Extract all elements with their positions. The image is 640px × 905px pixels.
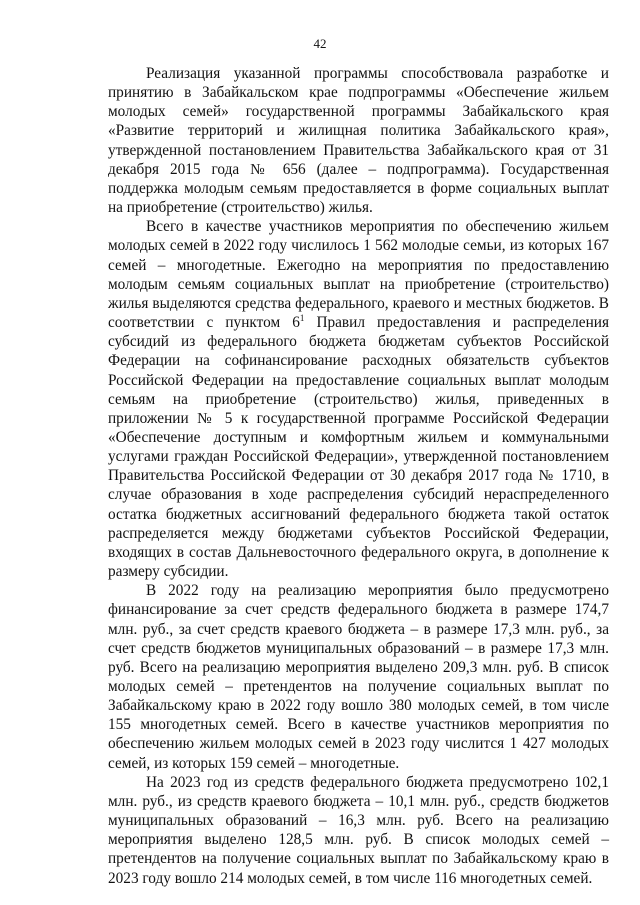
paragraph-participants-text-after: Правил предоставления и распределения субсидий из федерального бюджета бюджетам субъектов Российской Федерации на софинансирование расходных обязательств субъектов Российской Федерации на предоставление социальных выплат молодым семьям на приобретение (строительство) жилья, приведенных в приложении № 5 к государственной программе Российской Федерации «Обеспечение доступным и комфортным жильем и коммунальными услугами граждан Российской Федерации», утвержденной постановлением Правительства Российской Федерации от 30 декабря 2017 года № 1710, в случае образования в ходе распределения субсидий нераспределенного остатка бюджетных ассигнований федерального бюджета такой остаток распределяется между бюджетами субъектов Российской Федерации, входящих в состав Дальневосточного федерального округа, в дополнение к размеру субсидии. — [108, 314, 609, 581]
paragraph-participants-text-before: Всего в качестве участников мероприятия по обеспечению жильем молодых семей в 2022 году числилось 1 562 молодые семьи, из которых 167 семей – многодетные. Ежегодно на мероприятия по предоставлению молодым семьям социальных выплат на приобретение (строительство) жилья выделяются средства федерального, краевого и местных бюджетов. В соответствии с пунктом 6 — [108, 218, 609, 332]
superscript-footnote: 1 — [299, 313, 305, 324]
paragraph-funding-2023: На 2023 год из средств федерального бюджета предусмотрено 102,1 млн. руб., из средств краевого бюджета – 10,1 млн. руб., средств бюджетов муниципальных образований – 16,3 млн. руб. Всего на реализацию мероприятия выделено 128,5 млн. руб. В список молодых семей – претендентов на получение социальных выплат по Забайкальскому краю в 2023 году вошло 214 молодых семей, в том числе 116 многодетных семей. — [108, 773, 609, 887]
paragraph-program-adoption: Реализация указанной программы способствовала разработке и принятию в Забайкальском крае подпрограммы «Обеспечение жильем молодых семей» государственной программы Забайкальского края «Развитие территорий и жилищная политика Забайкальского края», утвержденной постановлением Правительства Забайкальского края от 31 декабря 2015 года № 656 (далее – подпрограмма). Государственная поддержка молодым семьям предоставляется в форме социальных выплат на приобретение (строительство) жилья. — [108, 65, 609, 217]
document-body — [108, 64, 609, 888]
page-number: 42 — [313, 36, 327, 51]
paragraph-funding-2022: В 2022 году на реализацию мероприятия было предусмотрено финансирование за счет средств федерального бюджета в размере 174,7 млн. руб., за счет средств краевого бюджета – в размере 17,3 млн. руб., за счет средств бюджетов муниципальных образований – в размере 17,3 млн. руб. Всего на реализацию мероприятия выделено 209,3 млн. руб. В список молодых семей – претендентов на получение социальных выплат по Забайкальскому краю в 2022 году вошло 380 молодых семей, в том числе 155 многодетных семей. Всего в качестве участников мероприятия по обеспечению жильем молодых семей в 2023 году числится 1 427 молодых семей, из которых 159 семей – многодетные. — [108, 582, 609, 772]
paragraph-participants-2022 — [108, 217, 609, 581]
